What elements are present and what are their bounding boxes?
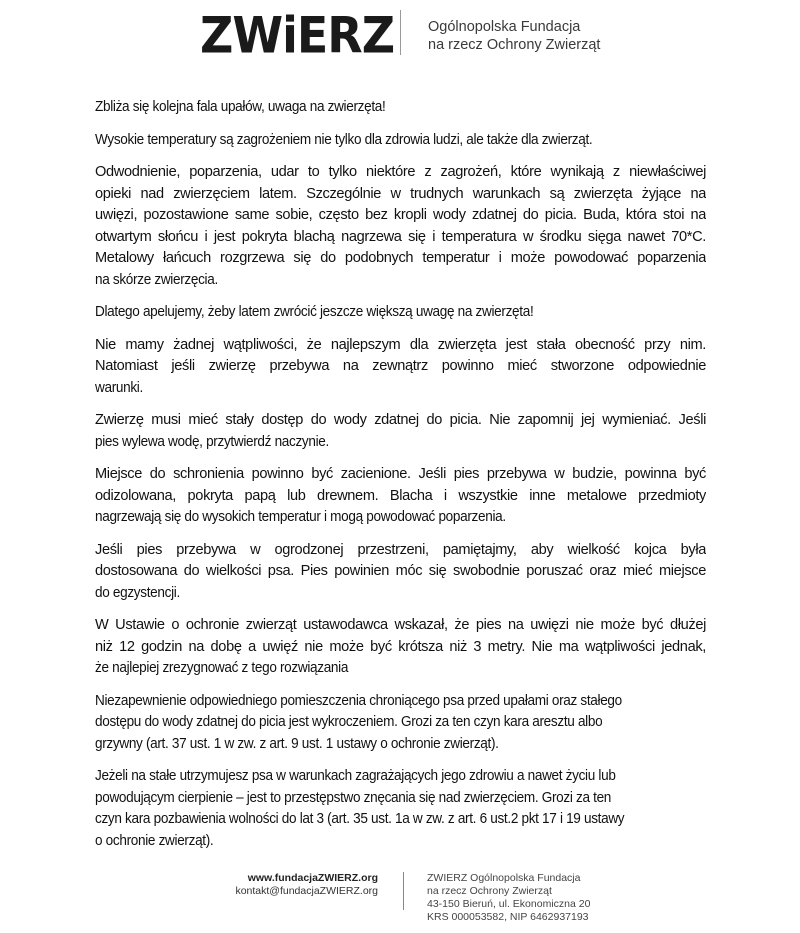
paragraph (95, 540, 706, 605)
subtitle-line-1: Ogólnopolska Fundacja (428, 19, 581, 35)
text-line: pies wylewa wodę, przytwierdź naczynie. (95, 433, 329, 450)
zwierz-logo: ZWiERZ (200, 6, 395, 65)
text-line: otwartym słońcu i jest pokryta blachą nagrzewa się i temperatura w środku sięga nawet 70*C. (95, 228, 706, 245)
text-line: Nie mamy żadnej wątpliwości, że najlepszym dla zwierzęta jest stała obecność przy nim. (95, 336, 706, 353)
paragraph (95, 691, 706, 756)
text-line: że najlepiej zrezygnować z tego rozwiązania (95, 660, 349, 676)
letterhead (0, 0, 800, 70)
document-body (95, 97, 706, 863)
text-line: Niezapewnienie odpowiedniego pomieszczenia chroniącego psa przed upałami oraz stałego (95, 692, 622, 709)
address-line: ZWIERZ Ogólnopolska Fundacja (427, 872, 581, 884)
text-line: Dlatego apelujemy, żeby latem zwrócić jeszcze większą uwagę na zwierzęta! (95, 304, 534, 320)
text-line: Natomiast jeśli zwierzę przebywa na zewnątrz powinno mieć stworzone odpowiednie (95, 358, 706, 374)
text-line: na skórze zwierzęcia. (95, 271, 218, 288)
text-line: dostosowana do wielkości psa. Pies powinien móc się swobodnie poruszać oraz mieć miejsce (95, 563, 706, 579)
text-line: Odwodnienie, poparzenia, udar to tylko niektóre z zagrożeń, które wynikają z niewłaściwej (95, 164, 706, 180)
paragraph (95, 97, 706, 119)
paragraph (95, 615, 706, 680)
page-footer (0, 868, 800, 928)
text-line: Zbliża się kolejna fala upałów, uwaga na zwierzęta! (95, 99, 386, 115)
address-line: na rzecz Ochrony Zwierząt (427, 885, 552, 897)
text-line: nagrzewają się do wysokich temperatur i mogą powodować poparzenia. (95, 509, 506, 525)
text-line: niż 12 godzin na dobę a uwięź nie może być krótsza niż 3 metry. Nie ma wątpliwości jednak, (95, 638, 706, 655)
text-line: do egzystencji. (95, 584, 180, 601)
text-line: Jeśli pies przebywa w ogrodzonej przestrzeni, pamiętajmy, aby wielkość kojca była (95, 541, 706, 558)
header-divider (400, 10, 401, 55)
paragraph (95, 302, 706, 324)
footer-address (427, 872, 590, 924)
paragraph (95, 130, 706, 152)
text-line: opieki nad zwierzęciem latem. Szczególnie w trudnych warunkach są zwierzęta żyjące na (95, 185, 706, 202)
text-line: Metalowy łańcuch rozgrzewa się do podobnych temperatur i może powodować poparzenia (95, 250, 706, 266)
text-line: Jeżeli na stałe utrzymujesz psa w warunkach zagrażających jego zdrowiu a nawet życiu lub (95, 768, 616, 784)
address-line: KRS 000053582, NIP 6462937193 (427, 911, 589, 923)
text-line: W Ustawie o ochronie zwierząt ustawodawca wskazał, że pies na uwięzi nie może być dłużej (95, 617, 706, 633)
text-line: dostępu do wody zdatnej do picia jest wykroczeniem. Grozi za ten czyn kara aresztu albo (95, 714, 603, 730)
text-line: Zwierzę musi mieć stały dostęp do wody zdatnej do picia. Nie zapomnij jej wymieniać. Jeśli (95, 412, 706, 428)
text-line: grzywny (art. 37 ust. 1 w zw. z art. 9 ust. 1 ustawy o ochronie zwierząt). (95, 735, 499, 752)
text-line: Miejsce do schronienia powinno być zacienione. Jeśli pies przebywa w budzie, powinna być (95, 466, 706, 482)
paragraph (95, 335, 706, 400)
text-line: uwięzi, pozostawione same sobie, często bez kropli wody zdatnej do picia. Buda, która stoi na (95, 207, 706, 223)
paragraph (95, 464, 706, 529)
subtitle-line-2: na rzecz Ochrony Zwierząt (428, 37, 601, 53)
paragraph (95, 766, 706, 852)
address-line: 43-150 Bieruń, ul. Ekonomiczna 20 (427, 898, 591, 910)
text-line: warunki. (95, 379, 143, 396)
paragraph (95, 410, 706, 453)
website-link[interactable]: www.fundacjaZWIERZ.org (247, 872, 378, 884)
email-link[interactable]: kontakt@fundacjaZWIERZ.org (235, 885, 378, 897)
paragraph (95, 162, 706, 291)
footer-contact (235, 872, 378, 898)
foundation-subtitle (428, 18, 600, 54)
text-line: powodującym cierpienie – jest to przestępstwo znęcania się nad zwierzęciem. Grozi za ten (95, 789, 612, 806)
text-line: odizolowana, pokryta papą lub drewnem. Blacha i wszystkie inne metalowe przedmioty (95, 487, 706, 504)
footer-divider (403, 872, 404, 910)
text-line: o ochronie zwierząt). (95, 832, 214, 849)
text-line: czyn kara pozbawienia wolności do lat 3 (art. 35 ust. 1a w zw. z art. 6 ust.2 pkt 17 i 19 ustawy (95, 811, 625, 827)
text-line: Wysokie temperatury są zagrożeniem nie tylko dla zdrowia ludzi, ale także dla zwierząt. (95, 131, 593, 148)
